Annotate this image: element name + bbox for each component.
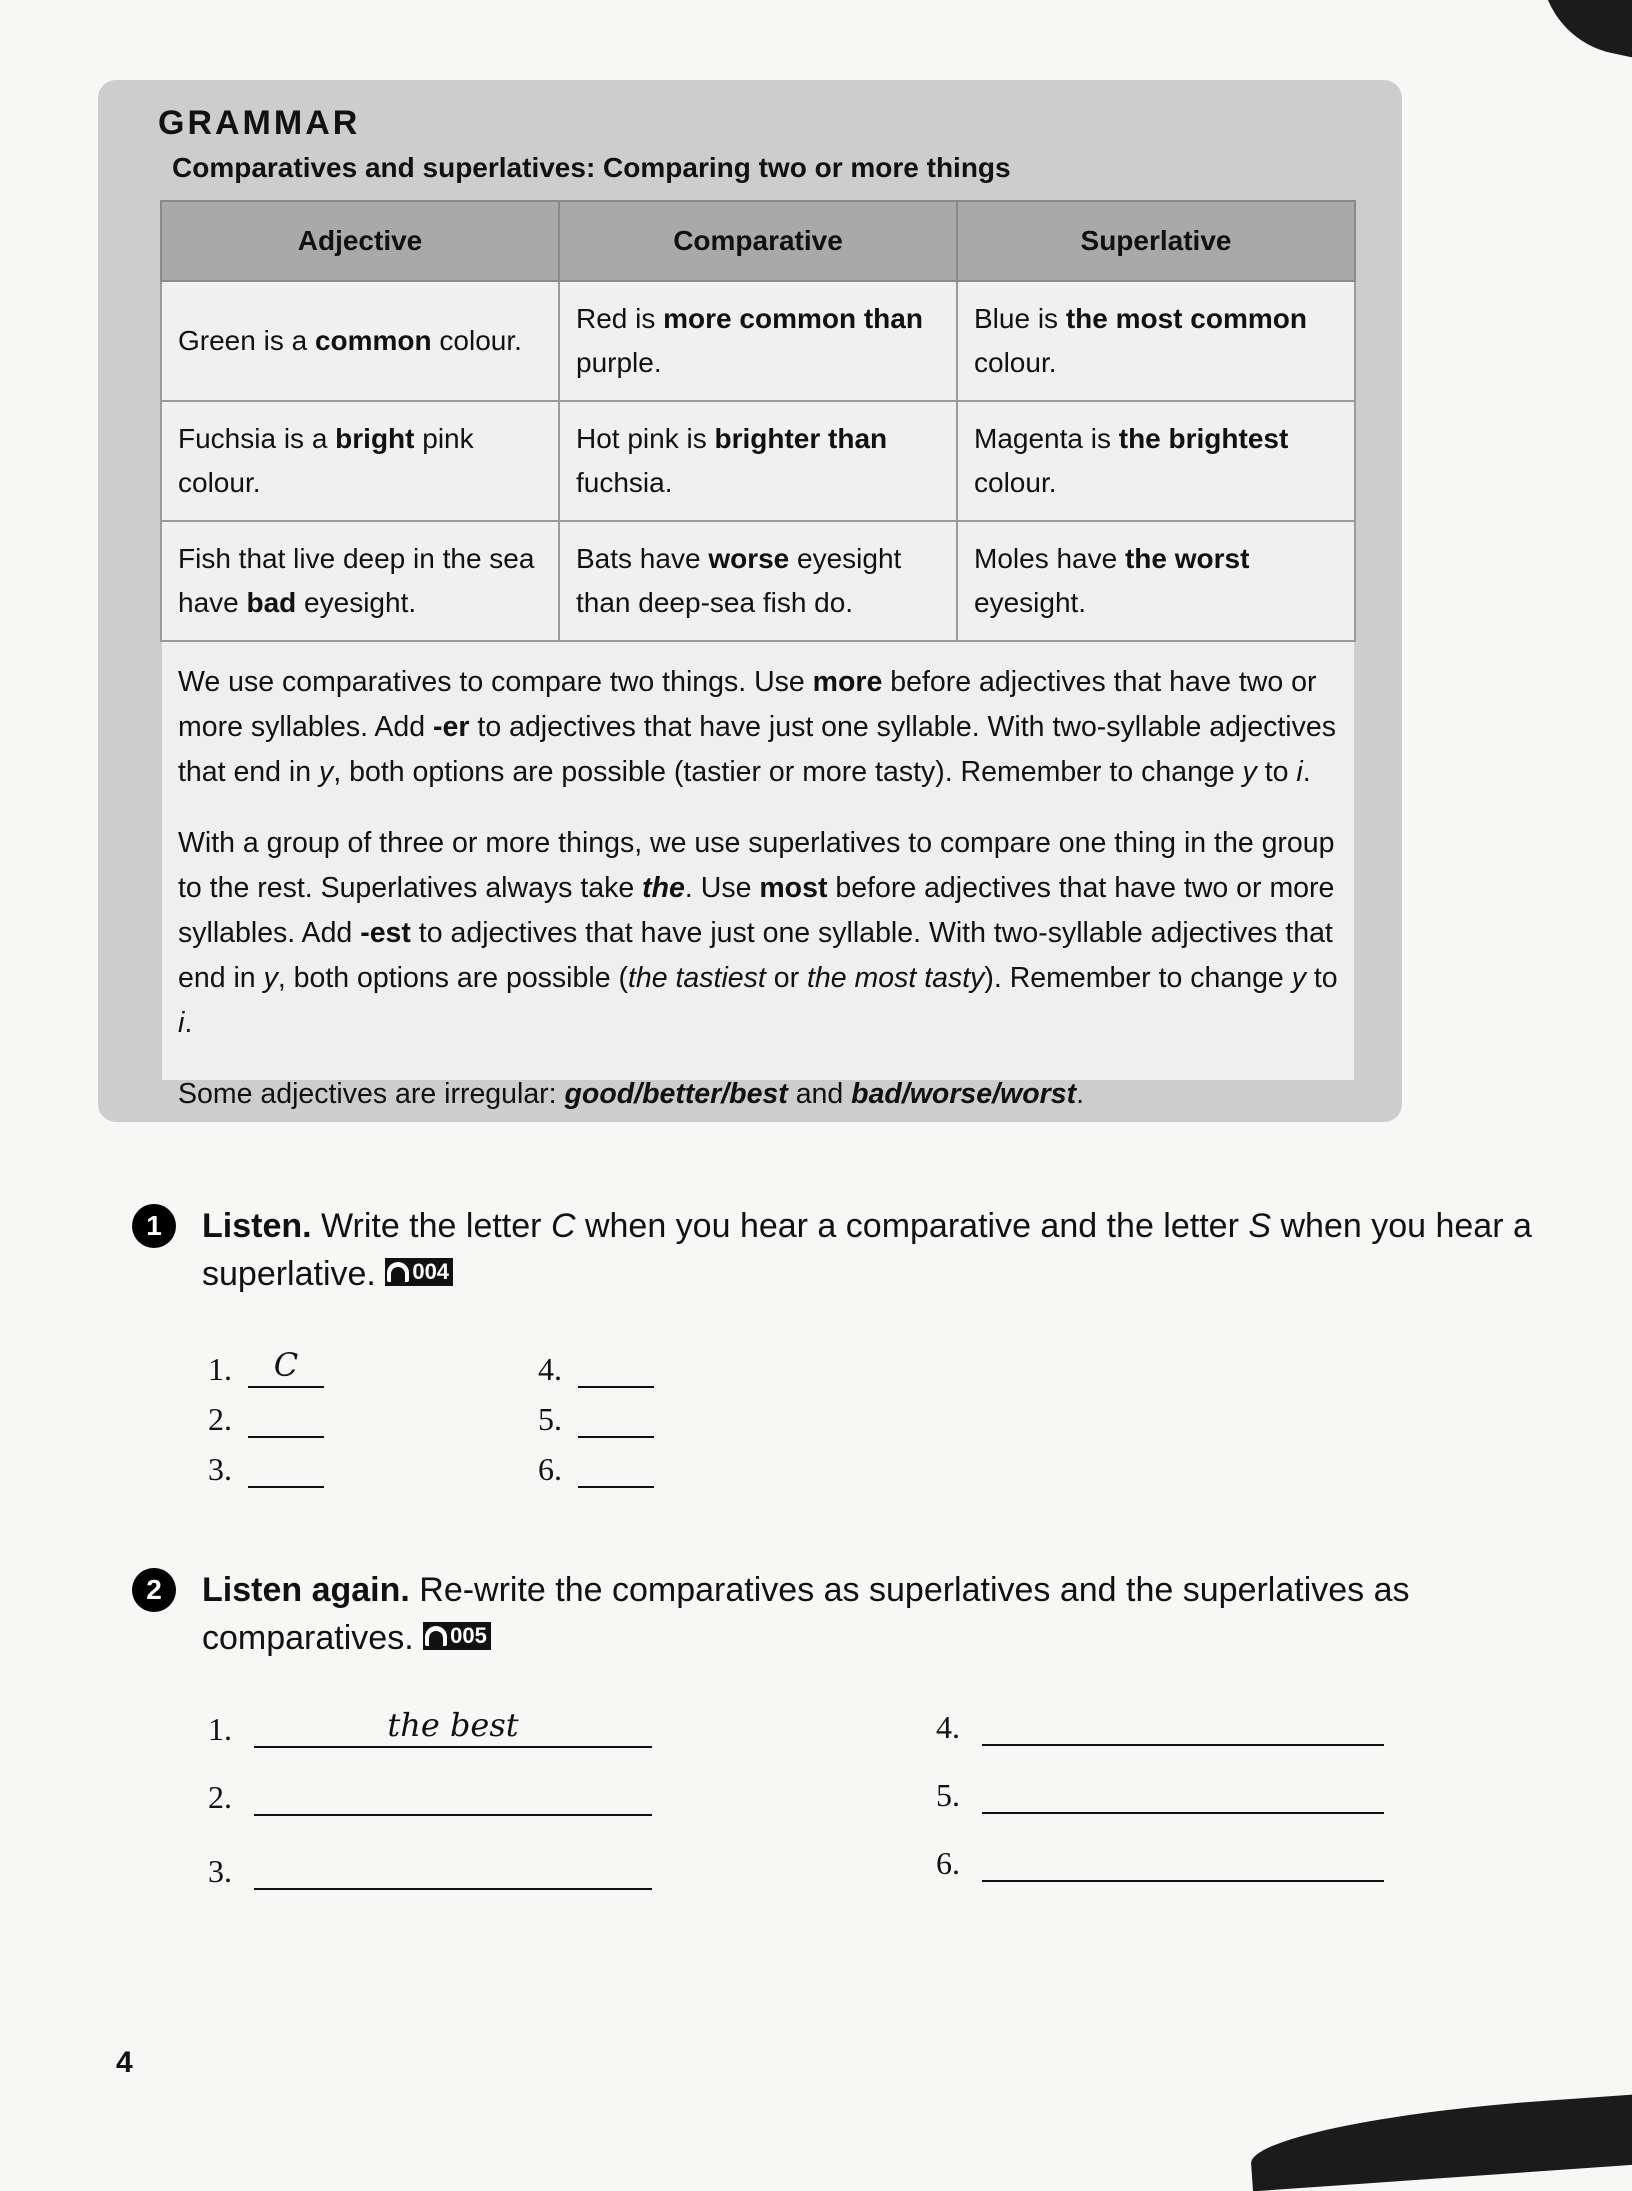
text-run: . Use [684,872,760,904]
text-run: colour. [974,347,1057,378]
text-run: C [550,1207,576,1245]
headphones-icon [387,1262,409,1282]
page-corner-shadow [1524,0,1632,64]
item-number: 2. [208,1779,232,1815]
handwritten-answer: C [273,1346,299,1384]
text-run: the most common [1065,303,1307,334]
answer-blank[interactable] [578,1396,654,1438]
text-run: eyesight. [296,587,417,618]
text-run: bad/worse/worst [851,1078,1077,1110]
text-run: more [812,666,883,698]
exercise-1 [132,1202,1532,1302]
text-run: pink colour. [178,423,474,498]
answer-item [208,1706,652,1748]
text-run: more common than [663,303,923,334]
answer-blank[interactable] [254,1774,652,1816]
item-number: 4. [538,1351,562,1387]
text-run: eyesight than deep-sea fish do. [576,543,902,618]
table-cell [161,281,559,401]
item-number: 5. [936,1777,960,1813]
table-row [161,401,1355,521]
audio-track-badge[interactable] [423,1622,491,1650]
text-run: Green is a [178,325,315,356]
text-run: y [1291,962,1306,994]
item-number: 3. [208,1451,232,1487]
answer-blank[interactable] [982,1840,1384,1882]
answer-blank[interactable] [254,1848,652,1890]
answer-blank[interactable] [982,1704,1384,1746]
text-run: the brightest [1118,423,1289,454]
text-run: , both options are possible (tastier or more tasty). Remember to change [333,756,1243,788]
text-run: the most tasty [806,962,985,994]
text-run: Some adjectives are irregular: [178,1078,565,1110]
answer-item [538,1346,654,1388]
item-number: 4. [936,1709,960,1745]
column-header-adjective: Adjective [161,201,559,281]
note-comparatives [178,660,1354,795]
text-run: S [1248,1207,1272,1245]
text-run: -est [360,917,411,949]
table-cell [559,521,957,641]
text-run: -er [433,711,470,743]
grammar-title: GRAMMAR [158,104,361,142]
exercise-1-instruction [202,1202,1542,1298]
table-row [161,521,1355,641]
text-run: bad [246,587,297,618]
exercise-number-badge: 1 [132,1204,176,1248]
text-run: , both options are possible ( [277,962,628,994]
text-run: brighter than [714,423,888,454]
text-run: colour. [974,467,1057,498]
grammar-table [160,200,1356,642]
answer-item [936,1704,1384,1746]
exercise-2-instruction [202,1566,1502,1662]
item-number: 6. [538,1451,562,1487]
text-run: and [787,1078,852,1110]
answer-item [208,1774,652,1816]
answer-blank[interactable] [254,1706,652,1748]
item-number: 1. [208,1711,232,1747]
text-run: Red is [576,303,664,334]
text-run: to [1305,962,1338,994]
answer-item [538,1396,654,1438]
text-run: . [1302,756,1311,788]
exercise-number-badge: 2 [132,1568,176,1612]
text-run: the [642,872,685,904]
text-run: bright [335,423,415,454]
text-run: y [263,962,278,994]
text-run: i [1296,756,1303,788]
text-run: most [759,872,828,904]
column-header-comparative: Comparative [559,201,957,281]
text-run: before adjectives that have two or more syllables. Add [178,872,1335,949]
text-run: Blue is [974,303,1066,334]
text-run: y [319,756,334,788]
exercise-2 [132,1566,1532,1666]
table-row [161,281,1355,401]
text-run: colour. [431,325,522,356]
note-irregular [178,1072,1354,1117]
text-run: With a group of three or more things, we use superlatives to compare one thing in the group to the rest. Superlatives always take [178,827,1335,904]
answer-item [208,1446,324,1488]
table-cell [161,401,559,521]
table-cell [957,281,1355,401]
table-cell [559,401,957,521]
text-run: Re-write the comparatives as superlatives and the superlatives as comparatives. [202,1571,1410,1657]
table-cell [559,281,957,401]
answer-item [936,1772,1384,1814]
text-run: . [184,1007,193,1039]
answer-blank[interactable] [578,1346,654,1388]
exercise-lead: Listen again. [202,1571,410,1609]
item-number: 3. [208,1853,232,1889]
table-cell [957,521,1355,641]
text-run: when you hear a comparative and the letter [575,1207,1249,1245]
item-number: 2. [208,1401,232,1437]
text-run: to [1256,756,1297,788]
page-edge-shadow [1248,2087,1632,2191]
item-number: 6. [936,1845,960,1881]
text-run: the tastiest [627,962,766,994]
answer-item [208,1396,324,1438]
answer-item [936,1840,1384,1882]
text-run: Bats have [576,543,709,574]
answer-item [538,1446,654,1488]
text-run: when you hear a superlative. [202,1207,1532,1293]
text-run: good/better/best [564,1078,788,1110]
audio-track-badge[interactable] [385,1258,453,1286]
headphones-icon [425,1626,447,1646]
answer-item [208,1346,324,1388]
text-run: Moles have [974,543,1125,574]
answer-blank[interactable] [578,1446,654,1488]
item-number: 5. [538,1401,562,1437]
text-run: fuchsia. [576,467,673,498]
table-header-row [161,201,1355,281]
answer-blank[interactable] [982,1772,1384,1814]
text-run: or [765,962,807,994]
text-run: to adjectives that have just one syllable. With two-syllable adjectives that end in [178,917,1333,994]
handwritten-answer: the best [387,1706,519,1744]
text-run: Magenta is [974,423,1119,454]
answer-blank[interactable] [248,1446,324,1488]
page-number: 4 [116,2046,133,2079]
answer-blank[interactable] [248,1396,324,1438]
answer-blank[interactable] [248,1346,324,1388]
text-run: before adjectives that have two or more syllables. Add [178,666,1317,743]
audio-track-number: 005 [450,1623,487,1648]
text-run: Write the letter [311,1207,551,1245]
item-number: 1. [208,1351,232,1387]
text-run: i [178,1007,185,1039]
text-run: common [314,325,432,356]
text-run: worse [708,543,790,574]
answer-item [208,1848,652,1890]
text-run: ). Remember to change [984,962,1292,994]
exercise-lead: Listen. [202,1207,312,1245]
text-run: the worst [1124,543,1250,574]
audio-track-number: 004 [412,1259,450,1284]
table-cell [957,401,1355,521]
grammar-notes [178,660,1354,1143]
column-header-superlative: Superlative [957,201,1355,281]
text-run: We use comparatives to compare two things. Use [178,666,813,698]
grammar-subtitle: Comparatives and superlatives: Comparing two or more things [172,152,1011,183]
text-run: purple. [576,347,662,378]
text-run: Fish that live deep in the sea have [178,543,535,618]
text-run: . [1076,1078,1084,1110]
text-run: to adjectives that have just one syllable. With two-syllable adjectives that end in [178,711,1336,788]
note-superlatives [178,821,1354,1046]
text-run: eyesight. [974,587,1087,618]
text-run: Hot pink is [576,423,715,454]
text-run: y [1242,756,1257,788]
text-run: Fuchsia is a [178,423,336,454]
table-cell [161,521,559,641]
